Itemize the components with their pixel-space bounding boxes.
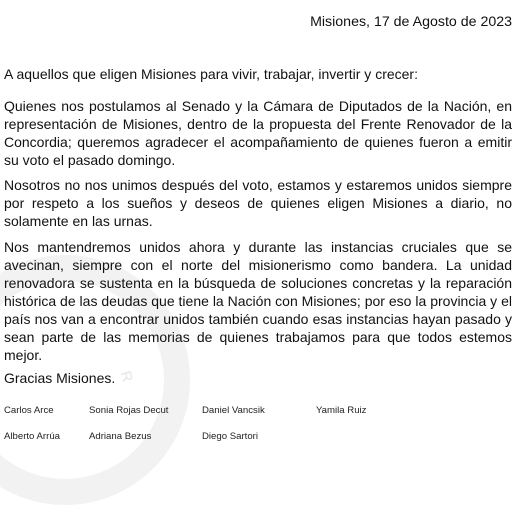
signature-name: Daniel Vancsik xyxy=(202,405,265,416)
letter-paragraph-2: Nosotros no nos unimos después del voto, estamos y estaremos unidos siempre por respeto a los sueños y deseos de quienes eligen Misiones a diario, no solamente en las urnas. xyxy=(4,177,512,229)
signature-name: Adriana Bezus xyxy=(89,431,152,442)
letter-closing: Gracias Misiones. xyxy=(4,370,116,386)
letter-salutation: A aquellos que eligen Misiones para vivir, trabajar, invertir y crecer: xyxy=(4,66,418,82)
signature-name: Carlos Arce xyxy=(4,405,54,416)
signature-name: Alberto Arrúa xyxy=(4,431,60,442)
signature-name: Diego Sartori xyxy=(202,431,258,442)
watermark-letter: R xyxy=(116,369,137,384)
signature-name: Sonia Rojas Decut xyxy=(89,405,169,416)
letter-paragraph-1: Quienes nos postulamos al Senado y la Cámara de Diputados de la Nación, en representación de Misiones, dentro de la propuesta del Frente Renovador de la Concordia; queremos agradecer el acompañamiento de quienes fueron a emitir su voto el pasado domingo. xyxy=(4,98,512,168)
letter-paragraph-3: Nos mantendremos unidos ahora y durante las instancias cruciales que se avecinan, siempre con el norte del misionerismo como bandera. La unidad renovadora se sustenta en la búsqueda de soluciones concretas y la reparación histórica de las deudas que tiene la Nación con Misiones; por eso la provincia y el país nos van a encontrar unidos también cuando esas instancias hayan pasado y sean parte de las memorias de quienes trabajamos para que todos estemos mejor. xyxy=(4,239,512,363)
letter-date: Misiones, 17 de Agosto de 2023 xyxy=(310,14,512,30)
signature-name: Yamila Ruiz xyxy=(316,405,367,416)
